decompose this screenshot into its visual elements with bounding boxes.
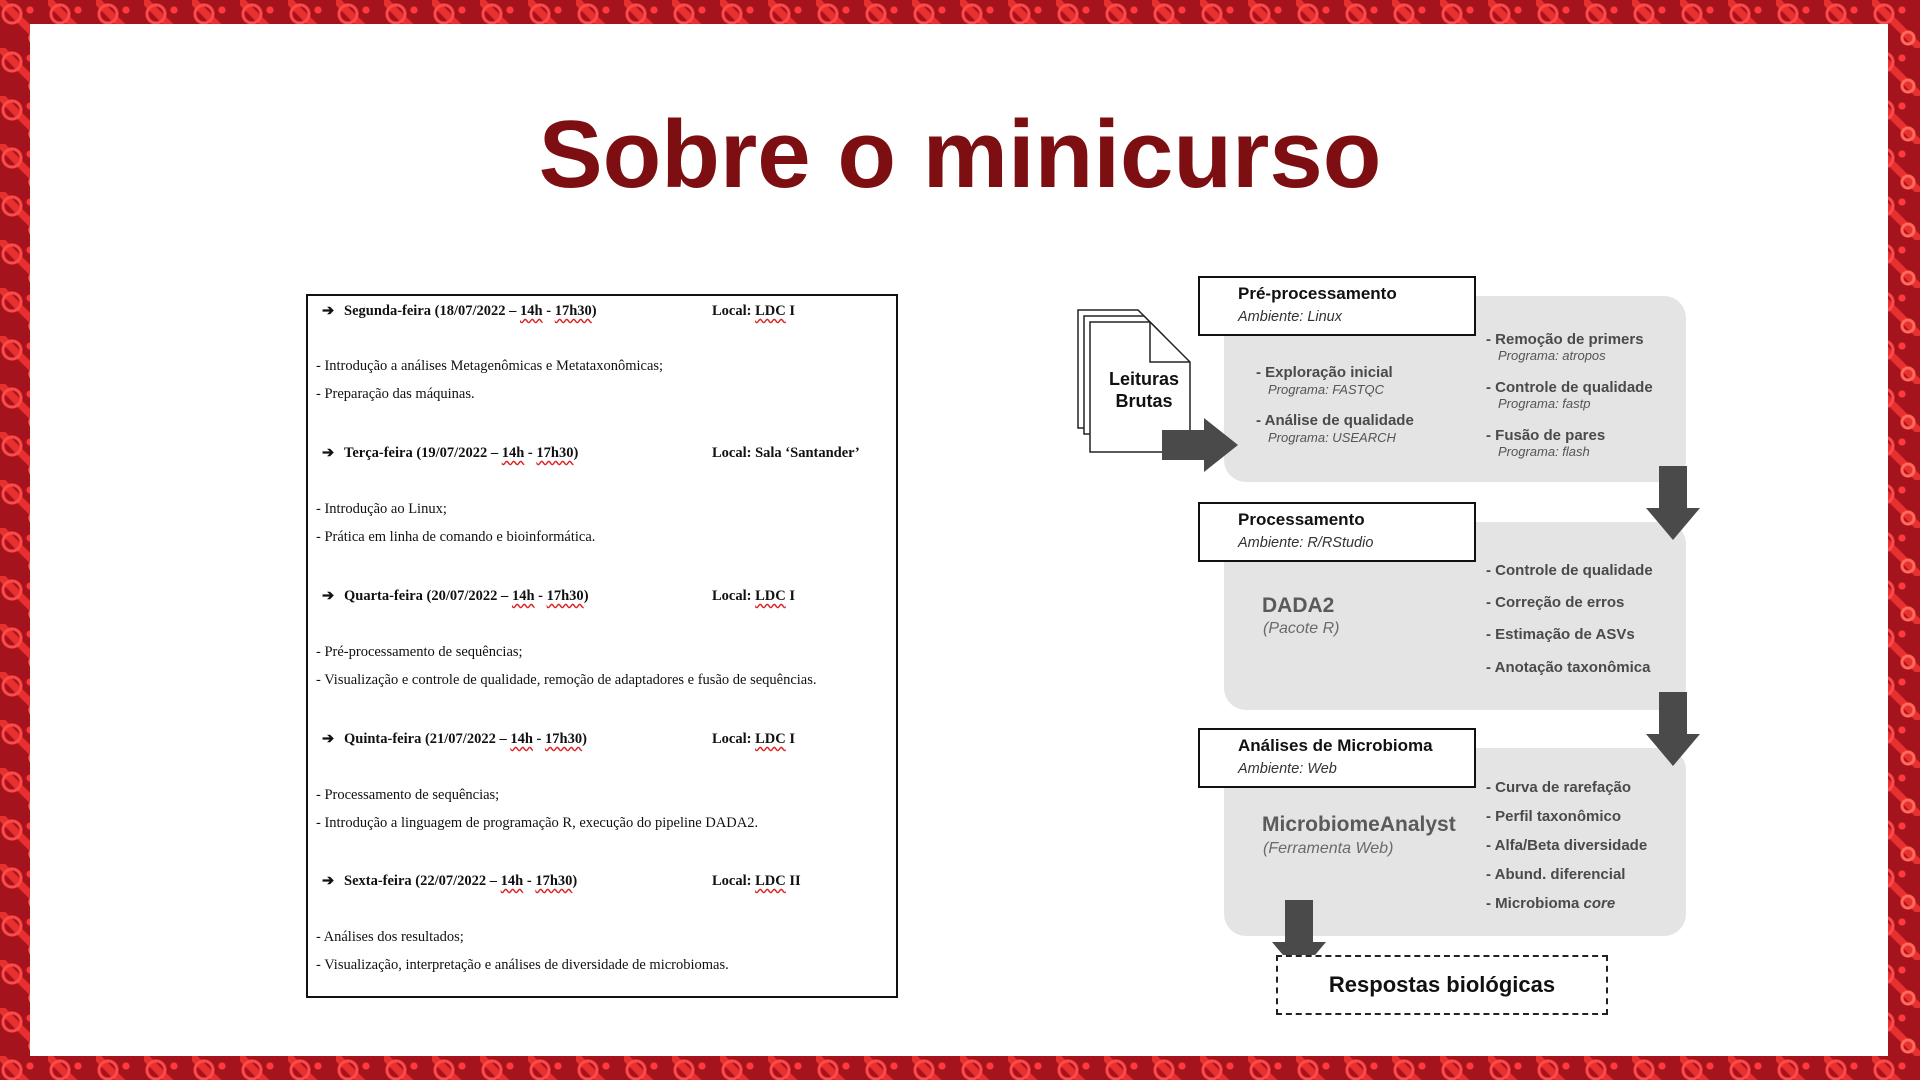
schedule-item: - Visualização, interpretação e análises de diversidade de microbiomas. xyxy=(316,957,729,973)
day-header-quinta: ➔ Quinta-feira (21/07/2022 – 14h - 17h30) Local: LDC I xyxy=(322,731,795,747)
schedule-box xyxy=(306,294,898,998)
arrow-down-icon xyxy=(1644,464,1702,542)
day-location: Local: LDC I xyxy=(712,731,795,747)
processing-header: Processamento Ambiente: R/RStudio xyxy=(1198,502,1476,562)
day-location: Local: LDC I xyxy=(712,303,795,319)
program-label: Programa: FASTQC xyxy=(1268,382,1385,397)
step-label: - Anotação taxonômica xyxy=(1486,659,1651,676)
schedule-item: - Visualização e controle de qualidade, remoção de adaptadores e fusão de sequências. xyxy=(316,672,817,688)
arrow-right-icon xyxy=(1160,416,1240,474)
slide-title: Sobre o minicurso xyxy=(538,101,1382,208)
preprocessing-header: Pré-processamento Ambiente: Linux xyxy=(1198,276,1476,336)
step-label: - Perfil taxonômico xyxy=(1486,808,1622,825)
step-label: - Alfa/Beta diversidade xyxy=(1486,837,1648,854)
step-label: - Correção de erros xyxy=(1486,594,1625,611)
arrow-icon: ➔ xyxy=(322,303,335,319)
schedule-item: - Introdução a análises Metagenômicas e Metataxonômicas; xyxy=(316,358,664,374)
step-label: - Abund. diferencial xyxy=(1486,866,1626,883)
schedule-item: - Análises dos resultados; xyxy=(316,929,464,945)
schedule-item: - Preparação das máquinas. xyxy=(316,386,475,402)
arrow-icon: ➔ xyxy=(322,873,335,889)
day-header-terca: ➔ Terça-feira (19/07/2022 – 14h - 17h30) Local: Sala ‘Santander’ xyxy=(322,445,860,461)
day-header-sexta: ➔ Sexta-feira (22/07/2022 – 14h - 17h30) Local: LDC II xyxy=(322,873,801,889)
tool-name: MicrobiomeAnalyst xyxy=(1262,813,1456,836)
step-label: - Exploração inicial xyxy=(1256,364,1393,381)
program-label: Programa: atropos xyxy=(1498,348,1606,363)
biological-answers-box: Respostas biológicas xyxy=(1276,955,1608,1015)
step-label: - Remoção de primers xyxy=(1486,331,1644,348)
step-label: - Fusão de pares xyxy=(1486,427,1606,444)
step-label: - Microbioma core xyxy=(1486,895,1616,912)
arrow-down-icon xyxy=(1644,690,1702,768)
program-label: Programa: fastp xyxy=(1498,396,1591,411)
schedule-item: - Prática em linha de comando e bioinformática. xyxy=(316,529,596,545)
step-label: - Estimação de ASVs xyxy=(1486,626,1635,643)
step-label: - Controle de qualidade xyxy=(1486,379,1653,396)
day-location: Local: Sala ‘Santander’ xyxy=(712,445,860,461)
schedule-item: - Processamento de sequências; xyxy=(316,787,500,803)
microbiome-header: Análises de Microbioma Ambiente: Web xyxy=(1198,728,1476,788)
step-label: - Análise de qualidade xyxy=(1256,412,1414,429)
schedule-item: - Introdução ao Linux; xyxy=(316,501,447,517)
day-location: Local: LDC I xyxy=(712,588,795,604)
schedule-item: - Introdução a linguagem de programação R, execução do pipeline DADA2. xyxy=(316,815,759,831)
program-label: Programa: USEARCH xyxy=(1268,430,1396,445)
arrow-icon: ➔ xyxy=(322,731,335,747)
day-header-quarta: ➔ Quarta-feira (20/07/2022 – 14h - 17h30) Local: LDC I xyxy=(322,588,795,604)
step-label: - Controle de qualidade xyxy=(1486,562,1653,579)
tool-name: DADA2 xyxy=(1262,594,1335,617)
tool-subtitle: (Ferramenta Web) xyxy=(1263,840,1394,857)
arrow-icon: ➔ xyxy=(322,445,335,461)
schedule-item: - Pré-processamento de sequências; xyxy=(316,644,523,660)
day-header-segunda: ➔ Segunda-feira (18/07/2022 – 14h - 17h30) Local: LDC I xyxy=(322,303,795,319)
raw-reads-label: Leituras Brutas xyxy=(1108,369,1180,411)
arrow-icon: ➔ xyxy=(322,588,335,604)
step-label: - Curva de rarefação xyxy=(1486,779,1632,796)
program-label: Programa: flash xyxy=(1498,444,1590,459)
tool-subtitle: (Pacote R) xyxy=(1263,620,1340,637)
day-location: Local: LDC II xyxy=(712,873,801,889)
